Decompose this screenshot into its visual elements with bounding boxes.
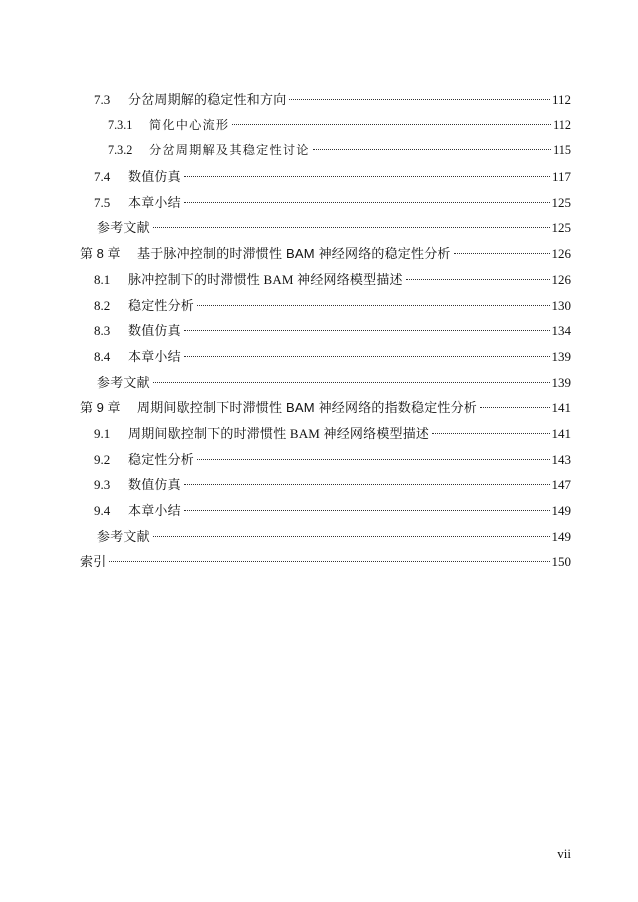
toc-entry[interactable]: [80, 421, 571, 447]
dot-leader: [197, 459, 549, 460]
toc-entry[interactable]: [80, 498, 571, 524]
toc-entry-title: 周期间歇控制下的时滞惯性 BAM 神经网络模型描述: [128, 425, 430, 441]
toc-entry-number: 8.4: [94, 348, 111, 364]
toc-entry-number: 7.4: [94, 169, 111, 185]
toc-entry-title: 索引: [80, 554, 107, 570]
dot-leader: [232, 124, 551, 125]
toc-entry-page: 139: [551, 348, 571, 364]
toc-entry-number: 第 8 章: [80, 246, 121, 262]
toc-entry-title: 数值仿真: [128, 323, 181, 339]
dot-leader: [406, 279, 550, 280]
dot-leader: [480, 407, 550, 408]
toc-entry-page: 112: [551, 92, 571, 107]
dot-leader: [289, 99, 550, 100]
toc-entry-page: 117: [551, 169, 571, 185]
toc-entry-title: 数值仿真: [128, 477, 181, 493]
toc-entry-number: 8.1: [94, 271, 111, 287]
toc-entry[interactable]: [80, 395, 571, 421]
toc-entry-page: 112: [553, 117, 571, 132]
dot-leader: [153, 382, 550, 383]
toc-entry[interactable]: [80, 215, 571, 241]
dot-leader: [313, 149, 552, 150]
toc-entry-title: 参考文献: [97, 374, 150, 390]
toc-entry-page: 134: [551, 323, 571, 339]
dot-leader: [109, 561, 549, 562]
dot-leader: [184, 510, 550, 511]
toc-entry[interactable]: [80, 293, 571, 319]
toc-entry-number: 8.2: [94, 297, 111, 313]
toc-entry-title: 稳定性分析: [128, 297, 195, 313]
toc-entry-title: 本章小结: [128, 348, 181, 364]
dot-leader: [432, 433, 549, 434]
toc-entry[interactable]: [80, 138, 571, 164]
toc-entry[interactable]: [80, 472, 571, 498]
toc-entry-title: 分岔周期解的稳定性和方向: [128, 92, 287, 107]
toc-entry[interactable]: [80, 318, 571, 344]
toc-entry-title: 稳定性分析: [128, 451, 195, 467]
toc-entry-title: 参考文献: [97, 528, 150, 544]
toc-entry-title: 周期间歇控制下时滞惯性 BAM 神经网络的指数稳定性分析: [137, 400, 477, 416]
toc-entry-title: 参考文献: [97, 220, 150, 236]
toc-entry-page: 126: [551, 246, 571, 262]
toc-entry-number: 9.2: [94, 451, 111, 467]
toc-entry-title: 脉冲控制下的时滞惯性 BAM 神经网络模型描述: [128, 271, 403, 287]
toc-entry-number: 第 9 章: [80, 400, 121, 416]
toc-entry-number: 8.3: [94, 323, 111, 339]
toc-entry-page: 125: [551, 194, 571, 210]
toc-entry[interactable]: [80, 549, 571, 575]
toc-entry-page: 125: [551, 220, 571, 236]
toc-entry-page: 130: [551, 297, 571, 313]
dot-leader: [184, 202, 550, 203]
toc-entry-page: 141: [551, 400, 571, 416]
toc-entry[interactable]: [80, 524, 571, 550]
toc-entry-title: 数值仿真: [128, 169, 181, 185]
toc-entry-page: 115: [553, 143, 571, 158]
table-of-contents: [80, 87, 571, 575]
dot-leader: [184, 356, 550, 357]
toc-entry-page: 149: [551, 528, 571, 544]
toc-entry-number: 7.5: [94, 194, 111, 210]
toc-entry-title: 简化中心流形: [149, 117, 230, 132]
toc-entry-title: 分岔周期解及其稳定性讨论: [149, 143, 310, 158]
toc-entry[interactable]: [80, 190, 571, 216]
toc-entry-title: 本章小结: [128, 194, 181, 210]
toc-entry[interactable]: [80, 344, 571, 370]
toc-entry-page: 139: [551, 374, 571, 390]
toc-entry-page: 147: [551, 477, 571, 493]
toc-entry-number: 9.4: [94, 503, 111, 518]
toc-entry[interactable]: [80, 370, 571, 396]
dot-leader: [197, 305, 549, 306]
toc-entry-page: 141: [551, 425, 571, 441]
toc-entry-title: 基于脉冲控制的时滞惯性 BAM 神经网络的稳定性分析: [137, 246, 451, 262]
toc-entry-page: 143: [551, 451, 571, 467]
toc-entry-number: 7.3: [94, 92, 111, 107]
toc-entry-number: 9.3: [94, 477, 111, 493]
dot-leader: [184, 330, 550, 331]
dot-leader: [184, 484, 550, 485]
toc-entry[interactable]: [80, 113, 571, 139]
toc-entry-number: 9.1: [94, 425, 111, 441]
toc-entry[interactable]: [80, 241, 571, 267]
dot-leader: [184, 176, 550, 177]
toc-entry-page: 126: [551, 271, 571, 287]
toc-entry-title: 本章小结: [128, 503, 181, 518]
toc-entry-page: 150: [551, 554, 571, 570]
toc-entry[interactable]: [80, 447, 571, 473]
dot-leader: [153, 536, 550, 537]
dot-leader: [454, 253, 550, 254]
dot-leader: [153, 227, 550, 228]
toc-entry-number: 7.3.2: [108, 143, 133, 158]
toc-entry-page: 149: [551, 503, 571, 518]
page-number: vii: [557, 846, 571, 861]
toc-entry-number: 7.3.1: [108, 117, 133, 132]
toc-entry[interactable]: [80, 87, 571, 113]
toc-entry[interactable]: [80, 267, 571, 293]
toc-entry[interactable]: [80, 164, 571, 190]
